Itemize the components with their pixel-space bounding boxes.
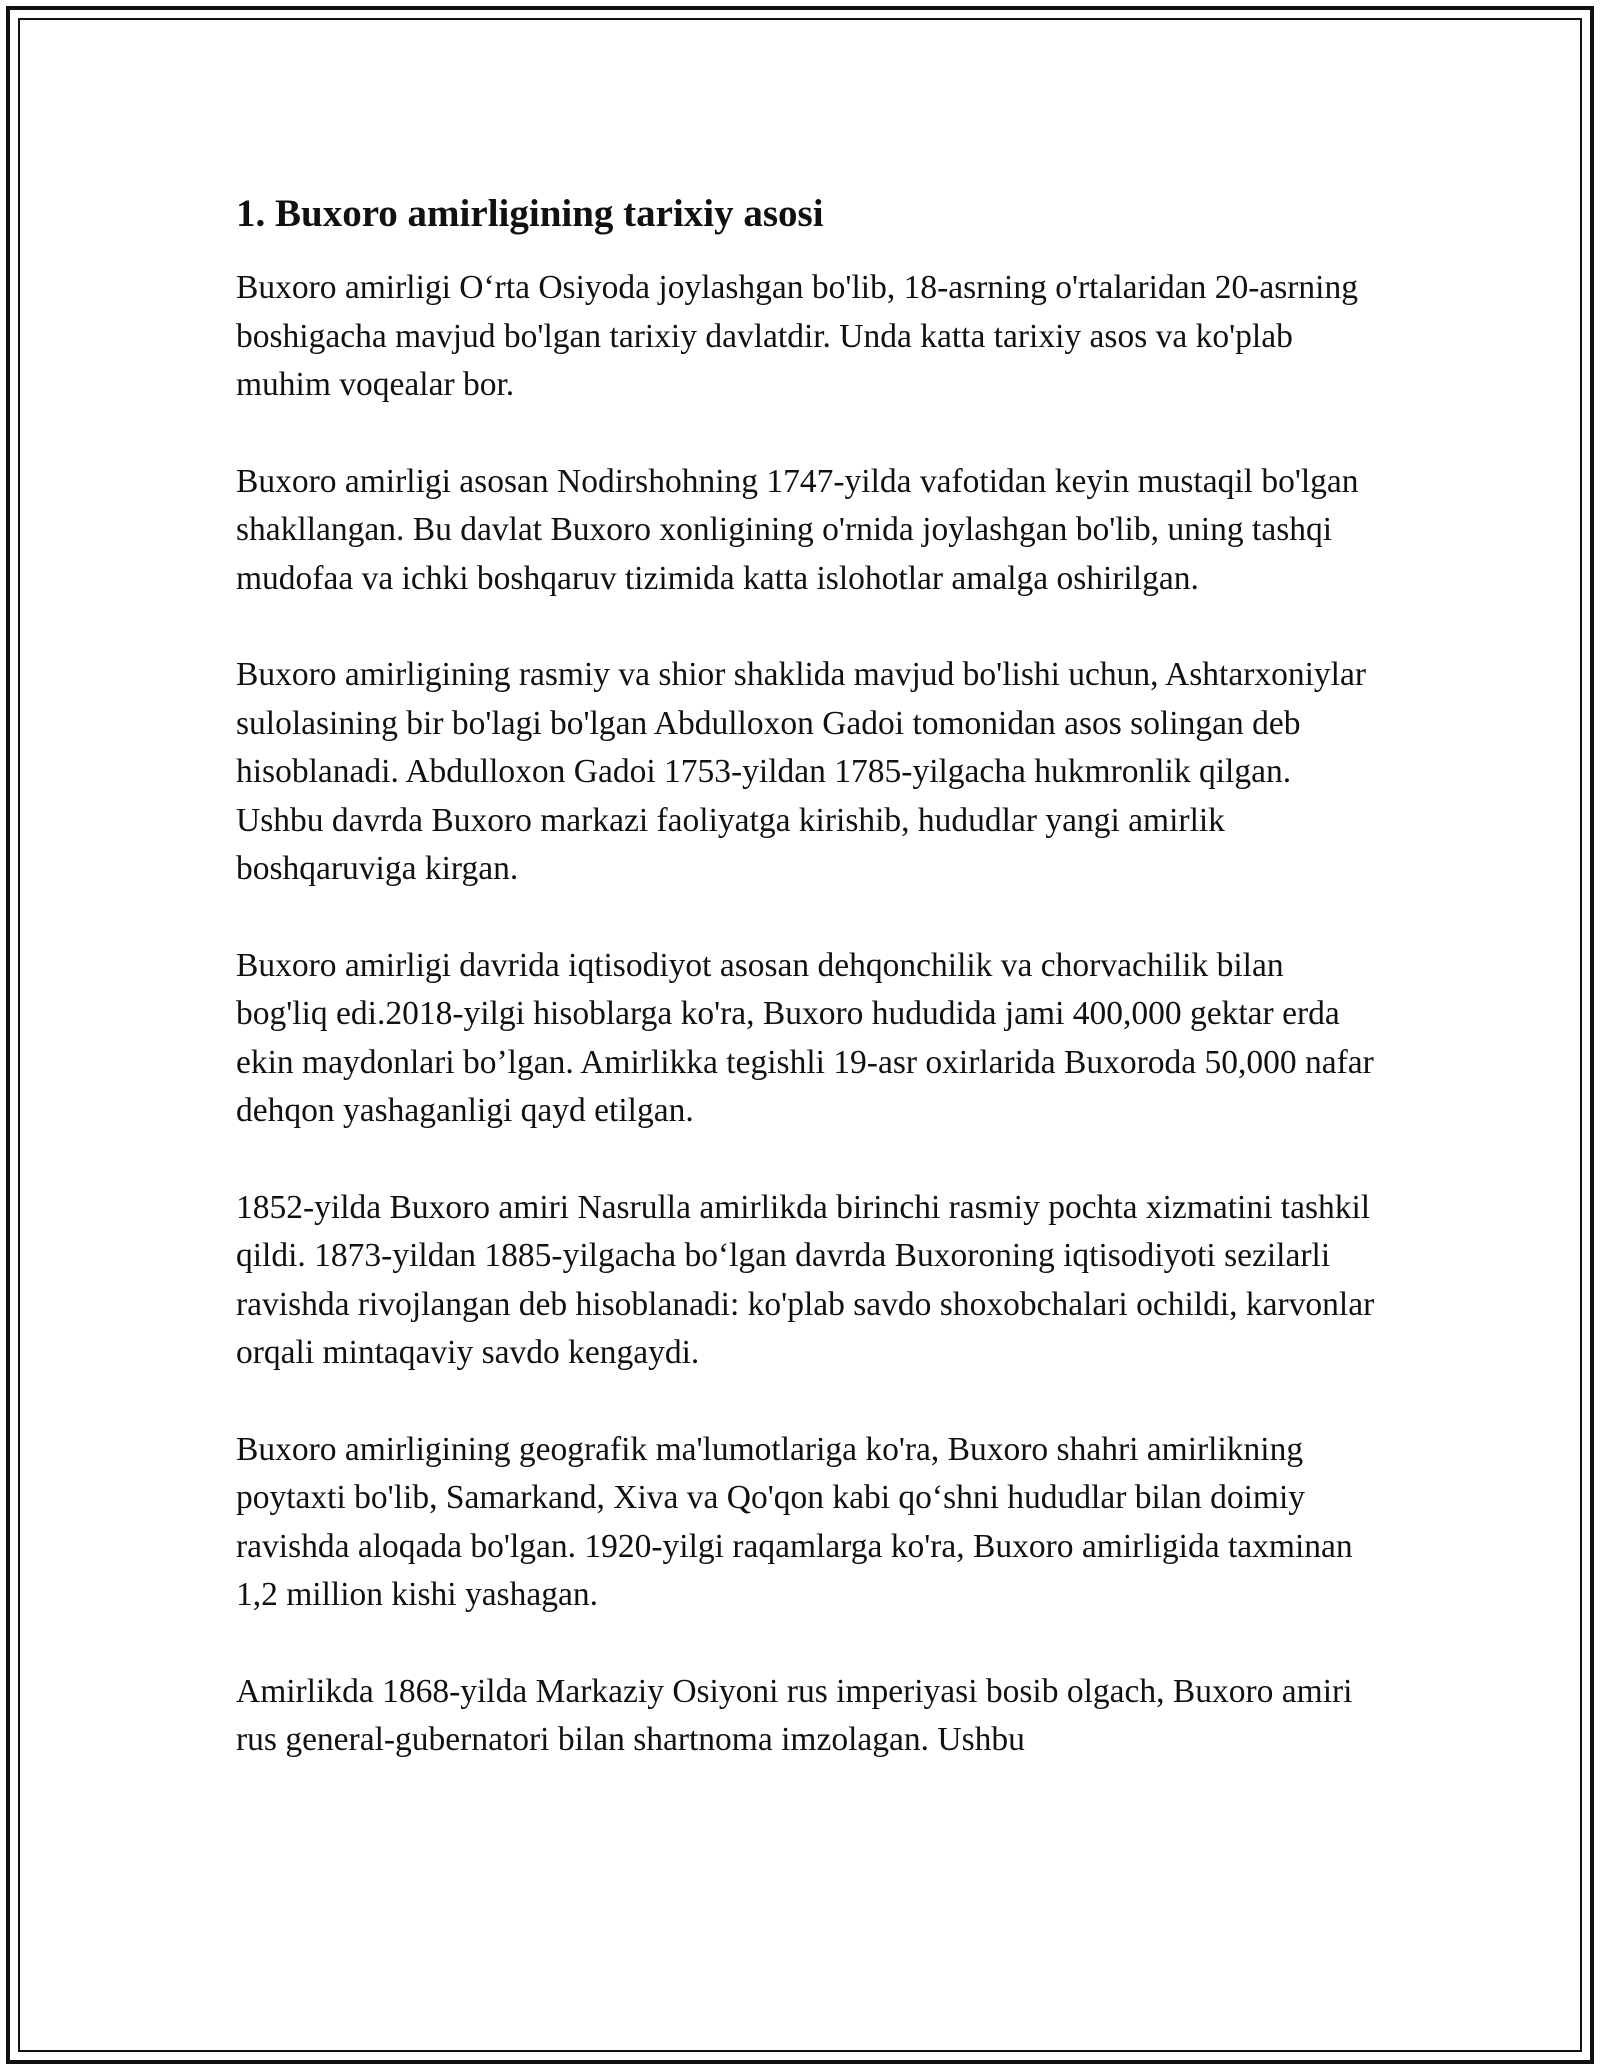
paragraph-economy: Buxoro amirligi davrida iqtisodiyot asosan dehqonchilik va chorvachilik bilan bog'liq edi.2018-yilgi hisoblarga ko'ra, Buxoro hududida jami 400,000 gektar erda ekin maydonlari bo’lgan. Amirlikka tegishli 19-asr oxirlarida Buxoroda 50,000 nafar dehqon yashaganligi qayd etilgan. — [236, 946, 1374, 1129]
paragraph-postal-service: 1852-yilda Buxoro amiri Nasrulla amirlikda birinchi rasmiy pochta xizmatini tashkil qildi. 1873-yildan 1885-yilgacha bo‘lgan davrda Buxoroning iqtisodiyoti sezilarli ravishda rivojlangan deb hisoblanadi: ko'plab savdo shoxobchalari ochildi, karvonlar orqali mintaqaviy savdo kengaydi. — [236, 1188, 1375, 1371]
section-heading: 1. Buxoro amirligining tarixiy asosi — [236, 192, 824, 235]
document-body — [236, 186, 1376, 1813]
paragraph-formation: Buxoro amirligi asosan Nodirshohning 1747-yilda vafotidan keyin mustaqil bo'lgan shakllangan. Bu davlat Buxoro xonligining o'rnida joylashgan bo'lib, uning tashqi mudofaa va ichki boshqaruv tizimida katta islohotlar amalga oshirilgan. — [236, 462, 1359, 597]
paragraph-founder: Buxoro amirligining rasmiy va shior shaklida mavjud bo'lishi uchun, Ashtarxoniylar sulolasining bir bo'lagi bo'lgan Abdulloxon Gadoi tomonidan asos solingan deb hisoblanadi. Abdulloxon Gadoi 1753-yildan 1785-yilgacha hukmronlik qilgan. Ushbu davrda Buxoro markazi faoliyatga kirishib, hududlar yangi amirlik boshqaruviga kirgan. — [236, 656, 1367, 887]
paragraph-intro: Buxoro amirligi O‘rta Osiyoda joylashgan bo'lib, 18-asrning o'rtalaridan 20-asrning boshigacha mavjud bo'lgan tarixiy davlatdir. Unda katta tarixiy asos va ko'plab muhim voqealar bor. — [236, 269, 1358, 403]
paragraph-russian-treaty: Amirlikda 1868-yilda Markaziy Osiyoni rus imperiyasi bosib olgach, Buxoro amiri rus general-gubernatori bilan shartnoma imzolagan. Ushbu — [236, 1672, 1353, 1758]
paragraph-geography: Buxoro amirligining geografik ma'lumotlariga ko'ra, Buxoro shahri amirlikning poytaxti bo'lib, Samarkand, Xiva va Qo'qon kabi qo‘shni hududlar bilan doimiy ravishda aloqada bo'lgan. 1920-yilgi raqamlarga ko'ra, Buxoro amirligida taxminan 1,2 million kishi yashagan. — [236, 1430, 1353, 1613]
